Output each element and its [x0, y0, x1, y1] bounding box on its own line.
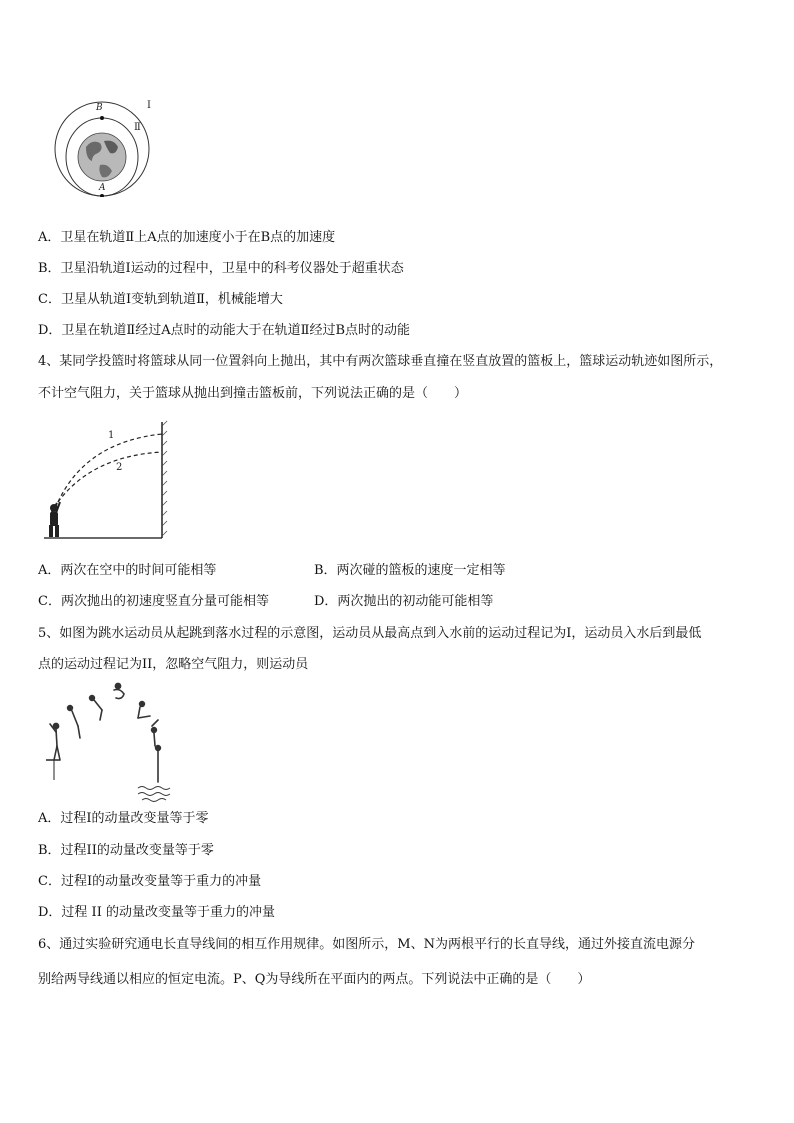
q4-stem-line1: 4、某同学投篮时将篮球从同一位置斜向上抛出，其中有两次篮球垂直撞在竖直放置的篮板上，篮球运动轨迹如图所示，	[38, 354, 723, 369]
q6-stem-line1: 6、通过实验研究通电长直导线间的相互作用规律。如图所示，M、N为两根平行的长直导线，通过外接直流电源分	[38, 937, 695, 952]
curve1-label: 1	[108, 430, 115, 441]
q6-stem-line2: 别给两导线通以相应的恒定电流。P、Q为导线所在平面内的两点。下列说法中正确的是（ ）	[38, 972, 591, 987]
orbit-figure	[52, 97, 156, 197]
label-A: A	[99, 183, 106, 193]
q5-option-a: A．过程I的动量改变量等于零	[38, 811, 209, 826]
label-II: Ⅱ	[134, 122, 141, 133]
q5-option-c: C．过程I的动量改变量等于重力的冲量	[38, 874, 262, 889]
q4-stem-line2: 不计空气阻力，关于篮球从抛出到撞击篮板前，下列说法正确的是（ ）	[38, 386, 468, 401]
q3-option-b: B．卫星沿轨道Ⅰ运动的过程中，卫星中的科考仪器处于超重状态	[38, 261, 404, 276]
q4-option-a: A．两次在空中的时间可能相等	[38, 563, 217, 578]
q4-option-c: C．两次抛出的初速度竖直分量可能相等	[38, 594, 269, 609]
curve2-label: 2	[116, 462, 123, 473]
label-B: B	[96, 103, 103, 113]
label-I: I	[147, 100, 151, 111]
diver-figure	[42, 680, 182, 804]
q5-stem-line1: 5、如图为跳水运动员从起跳到落水过程的示意图，运动员从最高点到入水前的运动过程记为I，运动员入水后到最低	[38, 626, 702, 641]
q5-stem-line2: 点的运动过程记为II，忽略空气阻力，则运动员	[38, 657, 309, 672]
q4-option-d: D．两次抛出的初动能可能相等	[314, 594, 494, 609]
q5-option-b: B．过程II的动量改变量等于零	[38, 843, 214, 858]
q3-option-a: A．卫星在轨道Ⅱ上A点的加速度小于在B点的加速度	[38, 230, 336, 245]
q3-option-d: D．卫星在轨道Ⅱ经过A点时的动能大于在轨道Ⅱ经过B点时的动能	[38, 323, 411, 338]
q5-option-d: D．过程 II 的动量改变量等于重力的冲量	[38, 905, 275, 920]
basketball-figure	[36, 418, 170, 542]
q4-option-b: B．两次碰的篮板的速度一定相等	[314, 563, 506, 578]
q3-option-c: C．卫星从轨道Ⅰ变轨到轨道Ⅱ，机械能增大	[38, 292, 283, 307]
